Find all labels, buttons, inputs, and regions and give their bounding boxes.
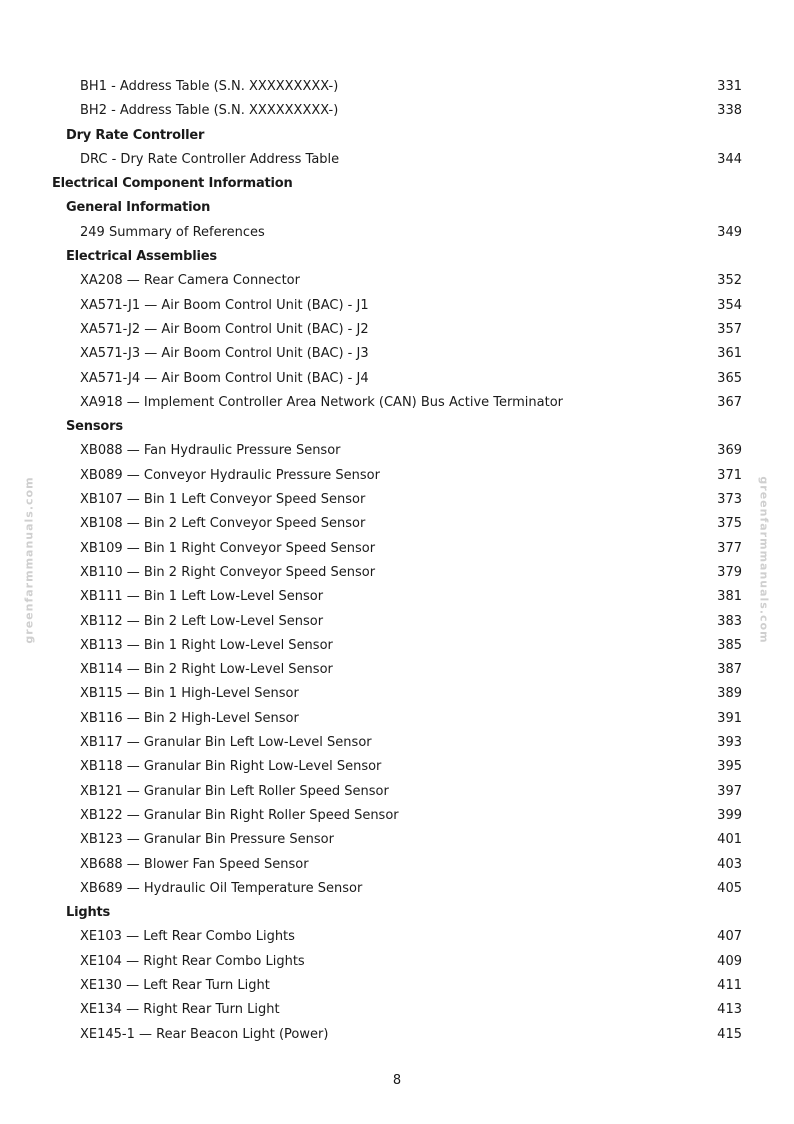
toc-entry-title: XE103 — Left Rear Combo Lights [80,929,295,945]
toc-entry-title: XB688 — Blower Fan Speed Sensor [80,856,309,872]
toc-entry-page: 399 [717,807,742,823]
toc-entry-page: 338 [717,103,742,119]
toc-entry-title: XB111 — Bin 1 Left Low-Level Sensor [80,589,324,605]
toc-entry-title: XB088 — Fan Hydraulic Pressure Sensor [80,443,341,459]
toc-entry [0,755,794,779]
toc-entry [0,342,794,366]
toc-entry [0,877,794,901]
toc-entry [0,974,794,998]
toc-entry-title: 249 Summary of References [80,224,265,240]
toc-entry [0,561,794,585]
toc-entry [0,391,794,415]
toc-entry-title: XB114 — Bin 2 Right Low-Level Sensor [80,662,333,678]
toc-entry-page: 391 [717,710,742,726]
toc-entry-page: 379 [717,564,742,580]
toc-entry [0,731,794,755]
toc-entry [0,148,794,172]
toc-entry-page: 369 [717,443,742,459]
toc-entry-page: 389 [717,686,742,702]
toc-entry-title: XB110 — Bin 2 Right Conveyor Speed Sensor [80,564,376,580]
toc-entry [0,853,794,877]
toc-entry [0,682,794,706]
watermark-left: greenfarmmanuals.com [22,476,36,644]
toc-entry [0,780,794,804]
toc-entry-title: BH1 - Address Table (S.N. XXXXXXXXX-) [80,79,339,94]
toc-entry-page: 387 [717,662,742,678]
toc-entry [0,367,794,391]
toc-section-heading [0,901,794,925]
toc-entry-page: 405 [717,880,742,896]
toc-entry-title: XA571-J2 — Air Boom Control Unit (BAC) - J2 [80,321,369,337]
toc-entry-page: 367 [717,394,742,410]
toc-entry-title: Dry Rate Controller [66,127,205,143]
toc-entry-page: 383 [717,613,742,629]
toc-entry-page: 361 [717,346,742,362]
toc-entry [0,950,794,974]
toc-entry-title: XB108 — Bin 2 Left Conveyor Speed Sensor [80,516,366,532]
toc-entry-page: 377 [717,540,742,556]
toc-entry-page: 415 [717,1026,742,1042]
toc-entry-page: 397 [717,783,742,799]
toc-entry-title: XA918 — Implement Controller Area Network (CAN) Bus Active Terminator [80,394,564,410]
toc-entry-page: 373 [717,492,742,508]
toc-entry-page: 385 [717,637,742,653]
toc-entry-title: DRC - Dry Rate Controller Address Table [80,151,340,167]
toc-entry-title: XB109 — Bin 1 Right Conveyor Speed Sensor [80,540,376,556]
toc-entry-page: 403 [717,856,742,872]
toc-entry-title: XB689 — Hydraulic Oil Temperature Sensor [80,880,363,896]
toc-entry-title: Sensors [66,419,123,435]
toc-entry-title: XE145-1 — Rear Beacon Light (Power) [80,1026,329,1042]
toc-entry-page: 381 [717,589,742,605]
toc-entry [0,585,794,609]
toc-entry [0,828,794,852]
toc-entry-page: 413 [717,1002,742,1018]
toc-entry-title: General Information [66,200,211,216]
page-number: 8 [392,1073,402,1088]
toc-entry-title: XB107 — Bin 1 Left Conveyor Speed Sensor [80,492,366,508]
toc-entry-title: XB118 — Granular Bin Right Low-Level Sensor [80,759,382,775]
toc-entry-page: 344 [717,151,742,167]
toc-entry-title: XA571-J4 — Air Boom Control Unit (BAC) - J4 [80,370,369,386]
toc-entry-title: XA571-J3 — Air Boom Control Unit (BAC) - J3 [80,346,369,362]
toc-entry [0,1023,794,1047]
toc-entry-title: XB122 — Granular Bin Right Roller Speed Sensor [80,807,399,823]
toc-entry-page: 354 [717,297,742,313]
toc-section-heading [0,124,794,148]
toc-entry-title: XB117 — Granular Bin Left Low-Level Sensor [80,735,372,751]
toc-entry-title: Electrical Component Information [52,176,293,192]
toc-entry-page: 331 [717,79,742,94]
toc-section-heading [0,415,794,439]
toc-section-heading [0,172,794,196]
toc-entry-title: XB116 — Bin 2 High-Level Sensor [80,710,299,726]
toc-entry-title: XA208 — Rear Camera Connector [80,273,300,289]
toc-entry [0,75,794,99]
toc-entry-page: 357 [717,321,742,337]
toc-entry-title: XB123 — Granular Bin Pressure Sensor [80,832,334,848]
toc-entry-page: 371 [717,467,742,483]
toc-entry-title: XE104 — Right Rear Combo Lights [80,953,305,969]
toc-entry [0,269,794,293]
toc-entry [0,99,794,123]
toc-entry-page: 401 [717,832,742,848]
toc-entry-page: 409 [717,953,742,969]
toc-entry-page: 375 [717,516,742,532]
toc-entry [0,439,794,463]
toc-entry-title: Electrical Assemblies [66,249,217,265]
toc-entry-title: XB115 — Bin 1 High-Level Sensor [80,686,299,702]
toc-entry [0,512,794,536]
toc-entry-title: XB121 — Granular Bin Left Roller Speed Sensor [80,783,389,799]
toc-entry [0,658,794,682]
toc-section-heading [0,245,794,269]
toc-entry-page: 395 [717,759,742,775]
toc-entry [0,318,794,342]
table-of-contents [0,75,794,1047]
toc-entry [0,221,794,245]
toc-entry [0,634,794,658]
toc-entry-page: 411 [717,977,742,993]
toc-entry [0,610,794,634]
toc-entry-page: 393 [717,735,742,751]
toc-entry [0,294,794,318]
toc-entry-title: BH2 - Address Table (S.N. XXXXXXXXX-) [80,103,339,119]
toc-entry-title: XB112 — Bin 2 Left Low-Level Sensor [80,613,324,629]
toc-entry-title: XA571-J1 — Air Boom Control Unit (BAC) - J1 [80,297,369,313]
toc-section-heading [0,196,794,220]
toc-entry-page: 365 [717,370,742,386]
watermark-right: greenfarmmanuals.com [757,476,771,644]
toc-entry-title: XE130 — Left Rear Turn Light [80,977,270,993]
toc-entry-title: Lights [66,905,111,921]
toc-entry-title: XB089 — Conveyor Hydraulic Pressure Sensor [80,467,380,483]
toc-entry [0,804,794,828]
toc-entry [0,464,794,488]
toc-entry-page: 352 [717,273,742,289]
toc-entry-title: XB113 — Bin 1 Right Low-Level Sensor [80,637,333,653]
toc-entry [0,925,794,949]
toc-entry-title: XE134 — Right Rear Turn Light [80,1002,280,1018]
toc-entry-page: 349 [717,224,742,240]
toc-entry [0,537,794,561]
toc-entry [0,488,794,512]
toc-entry [0,707,794,731]
toc-entry-page: 407 [717,929,742,945]
toc-entry [0,998,794,1022]
